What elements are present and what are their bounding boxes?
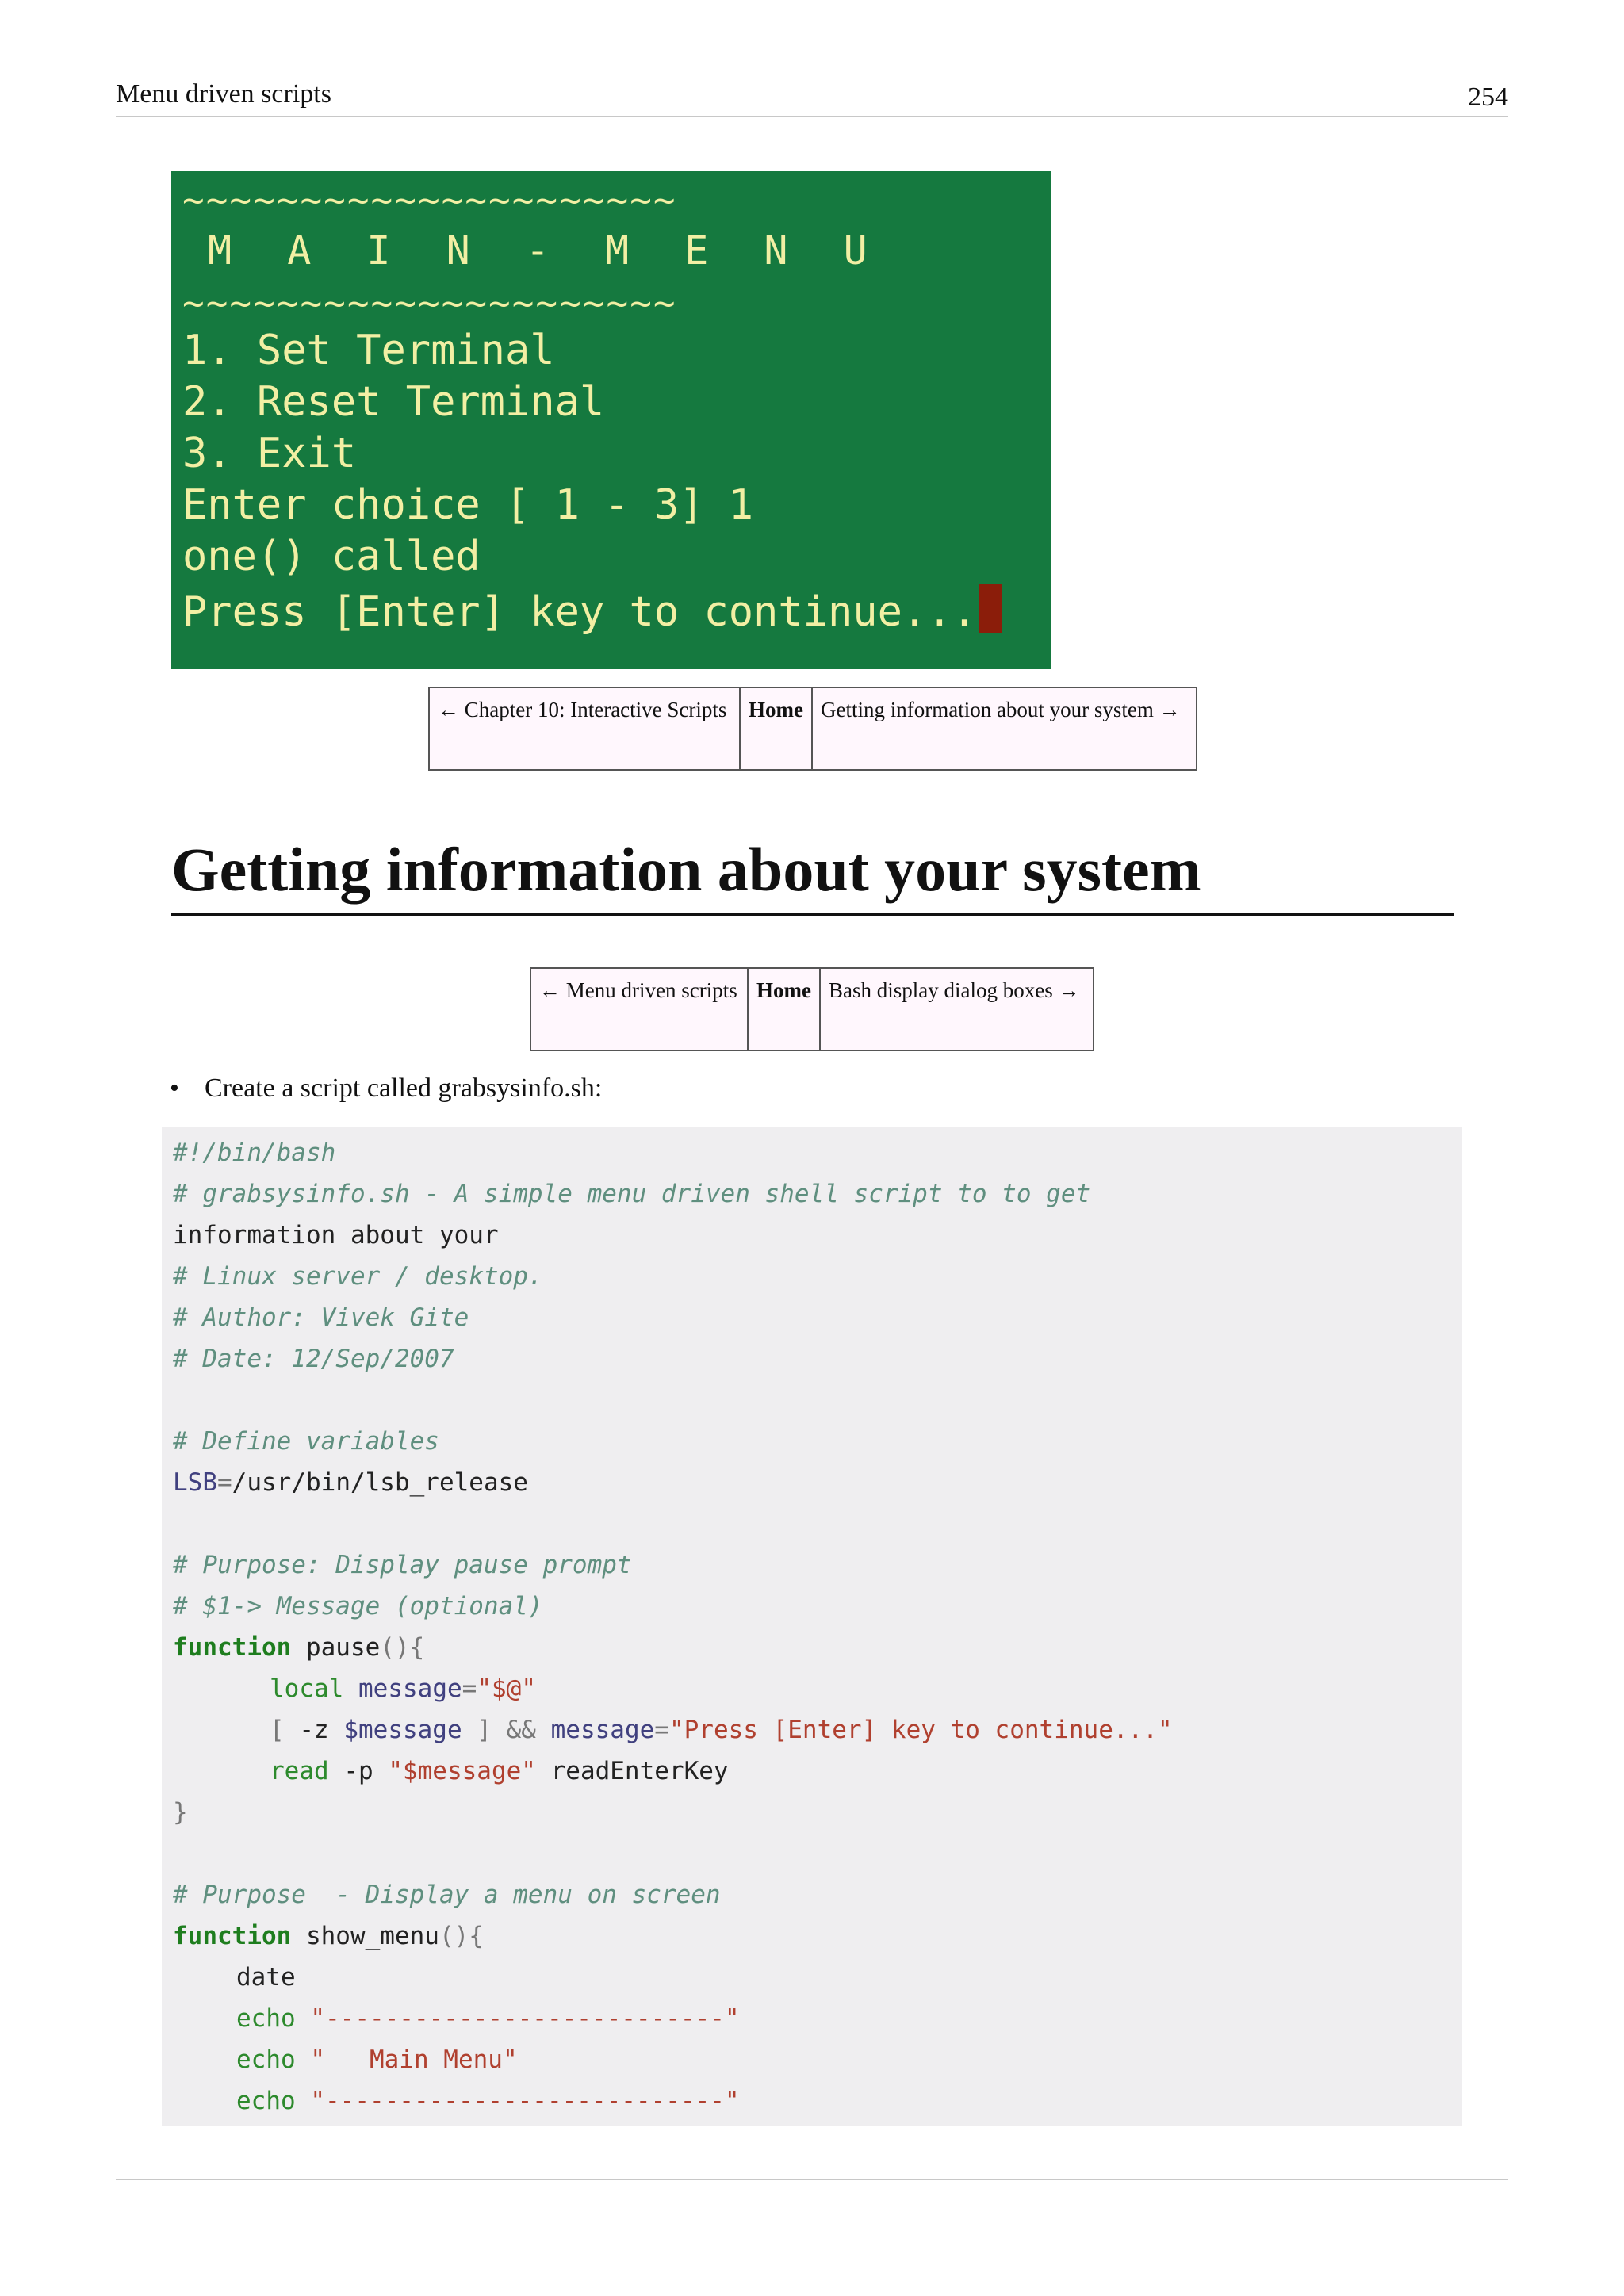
code-token: read bbox=[270, 1757, 329, 1785]
code-token: local bbox=[270, 1674, 344, 1703]
code-token: function bbox=[173, 1922, 292, 1950]
terminal-screenshot bbox=[171, 171, 1051, 669]
nav-next-link[interactable]: Bash display dialog boxes → bbox=[820, 968, 1094, 1050]
footer-rule bbox=[116, 2179, 1508, 2180]
code-token: LSB bbox=[173, 1468, 217, 1497]
code-line: date bbox=[236, 1963, 296, 1992]
code-line: # $1-> Message (optional) bbox=[173, 1592, 543, 1621]
code-line bbox=[270, 1751, 729, 1792]
code-line bbox=[173, 1915, 484, 1957]
code-line bbox=[236, 2039, 518, 2080]
code-line: # Purpose - Display a menu on screen bbox=[173, 1881, 721, 1909]
code-line bbox=[236, 1998, 740, 2039]
code-line: # Purpose: Display pause prompt bbox=[173, 1551, 632, 1579]
page-number: 254 bbox=[1468, 82, 1508, 112]
code-line: # grabsysinfo.sh - A simple menu driven shell script to to get bbox=[173, 1180, 1091, 1208]
code-token: = bbox=[654, 1716, 669, 1744]
code-line: } bbox=[173, 1798, 188, 1827]
code-line: # Author: Vivek Gite bbox=[173, 1303, 469, 1332]
nav-next-link[interactable]: Getting information about your system → bbox=[812, 687, 1197, 770]
section-heading: Getting information about your system bbox=[171, 834, 1454, 916]
code-token: "$@" bbox=[477, 1674, 536, 1703]
nav-home-link[interactable]: Home bbox=[748, 968, 820, 1050]
terminal-cursor bbox=[979, 584, 1002, 633]
code-token: message bbox=[550, 1716, 655, 1744]
code-line: # Define variables bbox=[173, 1427, 439, 1456]
code-block bbox=[162, 1127, 1462, 2126]
terminal-prompt: Enter choice [ 1 - 3] 1 bbox=[182, 481, 754, 529]
header-title: Menu driven scripts bbox=[116, 79, 331, 109]
code-line bbox=[173, 1627, 424, 1668]
code-token: function bbox=[173, 1633, 292, 1662]
terminal-rule-bottom: ~~~~~~~~~~~~~~~~~~~~~ bbox=[182, 281, 677, 324]
terminal-menu-title: M A I N - M E N U bbox=[208, 228, 883, 274]
code-token: -p bbox=[328, 1757, 389, 1785]
running-header bbox=[116, 76, 1508, 117]
nav-prev-link[interactable]: ← Menu driven scripts bbox=[530, 968, 748, 1050]
code-token: "Press [Enter] key to continue..." bbox=[668, 1716, 1173, 1744]
terminal-continue-line bbox=[182, 584, 1002, 636]
code-token: pause bbox=[291, 1633, 381, 1662]
code-line bbox=[173, 1462, 528, 1503]
code-token: "---------------------------" bbox=[310, 2087, 740, 2115]
code-token: (){ bbox=[439, 1922, 484, 1950]
code-token: [ bbox=[270, 1716, 285, 1744]
terminal-option-1: 1. Set Terminal bbox=[182, 327, 555, 374]
code-token: " Main Menu" bbox=[310, 2045, 518, 2074]
bullet-text: Create a script called grabsysinfo.sh: bbox=[205, 1073, 603, 1103]
code-token: ] && bbox=[462, 1716, 551, 1744]
terminal-option-3: 3. Exit bbox=[182, 430, 357, 477]
bullet-item bbox=[170, 1073, 602, 1104]
code-token: "---------------------------" bbox=[310, 2004, 740, 2033]
code-token: readEnterKey bbox=[535, 1757, 729, 1785]
code-line: information about your bbox=[173, 1221, 499, 1249]
code-line bbox=[270, 1709, 1173, 1751]
terminal-option-2: 2. Reset Terminal bbox=[182, 378, 605, 426]
code-token: $message bbox=[343, 1716, 462, 1744]
code-line bbox=[270, 1668, 536, 1709]
code-token: message bbox=[358, 1674, 462, 1703]
code-line: #!/bin/bash bbox=[173, 1138, 336, 1167]
code-token: /usr/bin/lsb_release bbox=[232, 1468, 528, 1497]
code-token: "$message" bbox=[388, 1757, 536, 1785]
section-nav-table bbox=[530, 967, 1094, 1051]
chapter-nav-table bbox=[428, 687, 1197, 771]
code-token: = bbox=[217, 1468, 232, 1497]
bullet-dot-icon: • bbox=[170, 1073, 179, 1103]
code-token: (){ bbox=[380, 1633, 425, 1662]
code-token: -z bbox=[284, 1716, 344, 1744]
terminal-output: one() called bbox=[182, 533, 481, 580]
code-token: echo bbox=[236, 2004, 296, 2033]
code-token: echo bbox=[236, 2087, 296, 2115]
code-token: echo bbox=[236, 2045, 296, 2074]
code-token: = bbox=[462, 1674, 477, 1703]
code-token: show_menu bbox=[291, 1922, 439, 1950]
terminal-rule-top: ~~~~~~~~~~~~~~~~~~~~~ bbox=[182, 178, 677, 221]
terminal-continue-text: Press [Enter] key to continue... bbox=[182, 588, 977, 636]
nav-home-link[interactable]: Home bbox=[740, 687, 812, 770]
code-line: # Date: 12/Sep/2007 bbox=[173, 1345, 454, 1373]
code-line bbox=[236, 2080, 740, 2122]
code-line: # Linux server / desktop. bbox=[173, 1262, 543, 1291]
nav-prev-link[interactable]: ← Chapter 10: Interactive Scripts bbox=[429, 687, 740, 770]
